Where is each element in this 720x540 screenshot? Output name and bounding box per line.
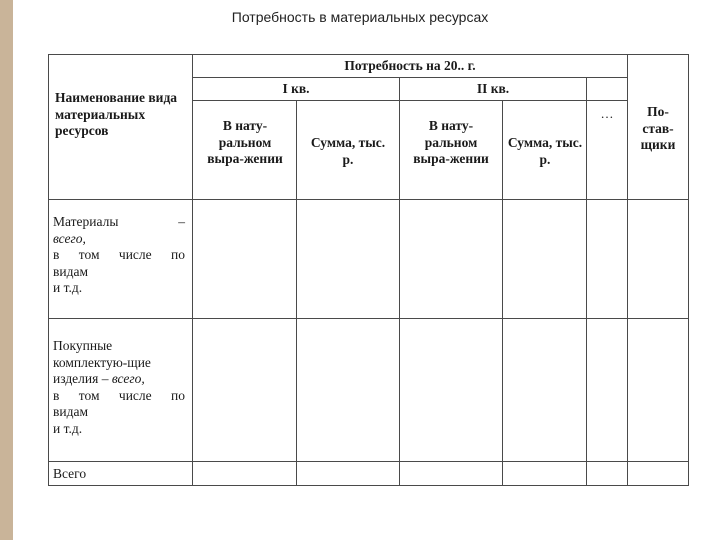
- q1-sum-text: Сумма, тыс. р.: [310, 135, 386, 167]
- q2-natural-header: [411, 118, 491, 168]
- materials-line-4: видам: [53, 263, 89, 279]
- slide-title: Потребность в материальных ресурсах: [231, 9, 489, 25]
- suppliers-header-text: По-став-щики: [640, 104, 676, 152]
- purchased-line-1: Покупные: [53, 338, 113, 353]
- demand-header-text: Потребность на 20.. г.: [344, 58, 476, 73]
- q2-natural-text: В нату-ральном выра-жении: [413, 118, 489, 166]
- q1-natural-text: В нату-ральном выра-жении: [207, 118, 283, 166]
- total-label-text: Всего: [53, 466, 87, 481]
- demand-header: [193, 58, 627, 75]
- purchased-line-4: в том числе по: [53, 387, 185, 403]
- q1-natural-header: [205, 118, 285, 168]
- more-quarters-ellipsis: [587, 106, 627, 123]
- name-column-header-text: Наименование вида материальных ресурсов: [55, 90, 178, 138]
- suppliers-header: [633, 104, 683, 154]
- q2-sum-header: [506, 135, 584, 168]
- materials-line-2: всего,: [53, 230, 86, 246]
- row-total-label: [53, 466, 185, 483]
- q2-sum-text: Сумма, тыс. р.: [507, 135, 583, 167]
- quarter-1-label: I кв.: [282, 81, 310, 96]
- row-materials-label: [53, 214, 185, 297]
- ellipsis-text: …: [600, 106, 614, 121]
- q1-sum-header: [308, 135, 388, 168]
- purchased-line-6: и т.д.: [53, 420, 83, 436]
- name-column-header: [55, 90, 187, 140]
- quarter-2-header: [400, 81, 586, 98]
- quarter-2-label: II кв.: [476, 81, 510, 96]
- purchased-line-2: комплектую-щие: [53, 354, 151, 370]
- quarter-1-header: [193, 81, 399, 98]
- materials-line-3: в том числе по: [53, 247, 185, 262]
- materials-line-1: Материалы –: [53, 214, 185, 229]
- materials-line-5: и т.д.: [53, 280, 83, 295]
- purchased-line-5: видам: [53, 404, 89, 419]
- row-purchased-label: [53, 338, 185, 437]
- purchased-line-3: изделия – всего,: [53, 371, 145, 386]
